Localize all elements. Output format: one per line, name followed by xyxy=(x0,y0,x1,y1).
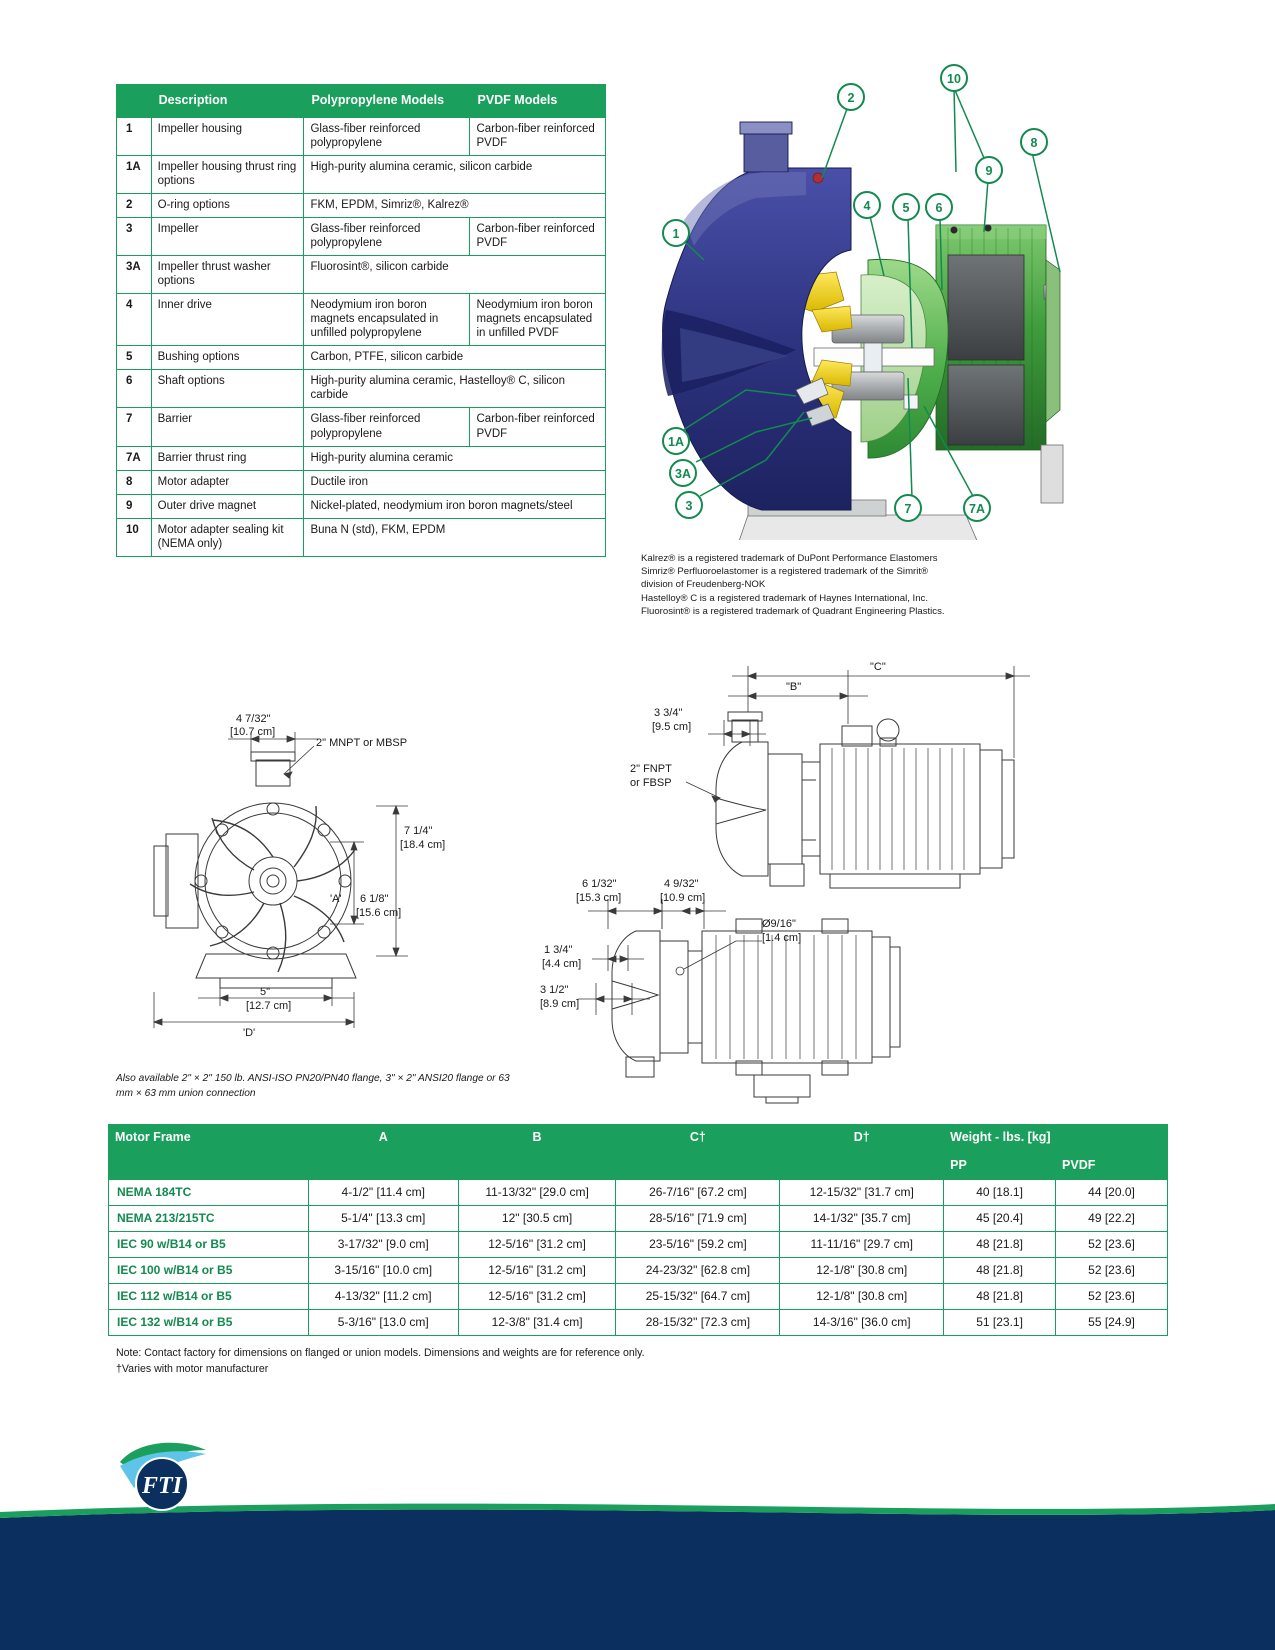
col-header-d: D† xyxy=(780,1125,944,1180)
frame-name: NEMA 184TC xyxy=(109,1180,309,1206)
callout-label-1: 1 xyxy=(672,227,680,241)
motor-frame-header-row xyxy=(109,1125,1168,1153)
row-description: Impeller thrust washer options xyxy=(151,256,304,294)
frame-dim-d: 12-1/8" [30.8 cm] xyxy=(780,1284,944,1310)
frame-dim-b: 12" [30.5 cm] xyxy=(458,1206,616,1232)
motor-frame-table-head xyxy=(109,1125,1168,1180)
document-code: FT08-1018B xyxy=(1116,1492,1180,1504)
bottom-dim1-cm: [15.3 cm] xyxy=(576,892,622,904)
row-number: 3A xyxy=(117,256,152,294)
bottom-dim3-inches: 1 3/4" xyxy=(544,944,573,956)
table-row xyxy=(117,370,606,408)
row-number: 3 xyxy=(117,218,152,256)
row-description: Bushing options xyxy=(151,346,304,370)
bottom-dim3-cm: [4.4 cm] xyxy=(542,958,582,970)
row-number: 4 xyxy=(117,294,152,346)
row-description: Impeller housing thrust ring options xyxy=(151,156,304,194)
page-footer xyxy=(0,1534,1275,1650)
row-material-combined: High-purity alumina ceramic xyxy=(304,446,606,470)
frame-dim-c: 28-15/32" [72.3 cm] xyxy=(616,1310,780,1336)
front-letter-d: 'D' xyxy=(243,1027,256,1039)
row-description: Motor adapter sealing kit (NEMA only) xyxy=(151,518,304,556)
frame-name: NEMA 213/215TC xyxy=(109,1206,309,1232)
row-material-combined: Nickel-plated, neodymium iron boron magnets/steel xyxy=(304,494,606,518)
bottom-hole-dim-cm: [1.4 cm] xyxy=(762,932,802,944)
side-port-label-1: 2" FNPT xyxy=(630,763,672,775)
row-pp-material: Glass-fiber reinforced polypropylene xyxy=(304,118,470,156)
row-pvdf-material: Carbon-fiber reinforced PVDF xyxy=(470,118,606,156)
row-number: 7 xyxy=(117,408,152,446)
col-header-weight-pvdf: PVDF xyxy=(1056,1152,1168,1180)
front-top-dim-inches: 4 7/32" xyxy=(236,713,271,725)
row-description: Impeller xyxy=(151,218,304,256)
frame-name: IEC 132 w/B14 or B5 xyxy=(109,1310,309,1336)
callout-label-5: 5 xyxy=(902,201,910,215)
col-header-b: B xyxy=(458,1125,616,1180)
frame-dim-c: 26-7/16" [67.2 cm] xyxy=(616,1180,780,1206)
frame-dim-b: 12-5/16" [31.2 cm] xyxy=(458,1284,616,1310)
table-row xyxy=(117,294,606,346)
bottom-hole-dim-inches: Ø9/16" xyxy=(762,918,796,930)
flange-availability-note: Also available 2" × 2" 150 lb. ANSI-ISO PN20/PN40 flange, 3" × 2" ANSI20 flange or 63 mm × 63 mm union connection xyxy=(116,1073,510,1099)
callout-label-6: 6 xyxy=(935,201,943,215)
row-material-combined: FKM, EPDM, Simriz®, Kalrez® xyxy=(304,194,606,218)
frame-dim-d: 12-1/8" [30.8 cm] xyxy=(780,1258,944,1284)
front-bottom-dim-cm: [12.7 cm] xyxy=(246,1000,292,1012)
frame-weight-pvdf: 49 [22.2] xyxy=(1056,1206,1168,1232)
frame-dim-a: 5-3/16" [13.0 cm] xyxy=(308,1310,458,1336)
logo-text: FTI xyxy=(141,1473,183,1499)
table-row xyxy=(109,1258,1168,1284)
side-port-label-2: or FBSP xyxy=(630,777,672,789)
frame-dim-b: 11-13/32" [29.0 cm] xyxy=(458,1180,616,1206)
front-right-dim-cm: [18.4 cm] xyxy=(400,839,446,851)
row-pvdf-material: Carbon-fiber reinforced PVDF xyxy=(470,408,606,446)
frame-dim-d: 14-1/32" [35.7 cm] xyxy=(780,1206,944,1232)
callout-label-8: 8 xyxy=(1030,136,1038,150)
table-row xyxy=(109,1180,1168,1206)
row-description: Motor adapter xyxy=(151,470,304,494)
row-number: 2 xyxy=(117,194,152,218)
frame-dim-d: 12-15/32" [31.7 cm] xyxy=(780,1180,944,1206)
trademark-notes xyxy=(641,552,1061,618)
callout-label-1a: 1A xyxy=(668,435,684,449)
trademark-note-line: division of Freudenberg-NOK xyxy=(641,579,766,591)
bottom-dim4-inches: 3 1/2" xyxy=(540,984,569,996)
frame-weight-pvdf: 44 [20.0] xyxy=(1056,1180,1168,1206)
table-row xyxy=(117,494,606,518)
frame-weight-pp: 48 [21.8] xyxy=(944,1284,1056,1310)
cutaway-body xyxy=(662,122,1063,540)
table-row xyxy=(109,1310,1168,1336)
table-row xyxy=(109,1206,1168,1232)
row-pp-material: Glass-fiber reinforced polypropylene xyxy=(304,218,470,256)
frame-dim-a: 4-13/32" [11.2 cm] xyxy=(308,1284,458,1310)
row-description: Outer drive magnet xyxy=(151,494,304,518)
trademark-note-line: Fluorosint® is a registered trademark of Quadrant Engineering Plastics. xyxy=(641,605,945,617)
row-description: Barrier thrust ring xyxy=(151,446,304,470)
motor-frame-table-notes xyxy=(116,1346,836,1378)
motor-frame-table xyxy=(108,1124,1168,1336)
table-row xyxy=(117,218,606,256)
row-material-combined: Carbon, PTFE, silicon carbide xyxy=(304,346,606,370)
frame-weight-pp: 45 [20.4] xyxy=(944,1206,1056,1232)
row-description: Inner drive xyxy=(151,294,304,346)
col-header-weight: Weight - lbs. [kg] xyxy=(944,1125,1168,1153)
row-pp-material: Neodymium iron boron magnets encapsulated in unfilled polypropylene xyxy=(304,294,470,346)
row-number: 9 xyxy=(117,494,152,518)
callout-label-7: 7 xyxy=(904,502,912,516)
frame-dim-a: 3-15/16" [10.0 cm] xyxy=(308,1258,458,1284)
frame-weight-pp: 51 [23.1] xyxy=(944,1310,1056,1336)
row-material-combined: Ductile iron xyxy=(304,470,606,494)
front-port-label: 2" MNPT or MBSP xyxy=(316,737,408,749)
frame-dim-d: 11-11/16" [29.7 cm] xyxy=(780,1232,944,1258)
callout-label-7a: 7A xyxy=(969,502,985,516)
materials-table-body xyxy=(117,118,606,556)
row-number: 6 xyxy=(117,370,152,408)
side-dim-cm: [9.5 cm] xyxy=(652,721,692,733)
front-bottom-dim-inches: 5" xyxy=(260,986,271,998)
front-right-dim-inches: 7 1/4" xyxy=(404,825,433,837)
callout-label-9: 9 xyxy=(985,164,993,178)
frame-dim-b: 12-5/16" [31.2 cm] xyxy=(458,1258,616,1284)
frame-weight-pp: 40 [18.1] xyxy=(944,1180,1056,1206)
row-number: 5 xyxy=(117,346,152,370)
frame-dim-a: 5-1/4" [13.3 cm] xyxy=(308,1206,458,1232)
col-header-number xyxy=(117,85,152,118)
row-material-combined: Buna N (std), FKM, EPDM xyxy=(304,518,606,556)
footer-address-line: 921 Greengarden Road • Erie, PA 16501-1591 U.S.A • Ph 814-455-4478 • Fax 814-455-8518 xyxy=(245,1462,866,1478)
table-row xyxy=(117,408,606,446)
front-top-dim-cm: [10.7 cm] xyxy=(230,726,276,738)
row-description: Barrier xyxy=(151,408,304,446)
frame-weight-pp: 48 [21.8] xyxy=(944,1232,1056,1258)
frame-dim-d: 14-3/16" [36.0 cm] xyxy=(780,1310,944,1336)
front-view-dimension-drawing xyxy=(108,706,578,1046)
frame-name: IEC 90 w/B14 or B5 xyxy=(109,1232,309,1258)
bottom-dim2-inches: 4 9/32" xyxy=(664,878,699,890)
callout-label-3: 3 xyxy=(685,499,693,513)
frame-note-line-2: †Varies with motor manufacturer xyxy=(116,1362,269,1375)
table-row xyxy=(109,1284,1168,1310)
frame-dim-c: 23-5/16" [59.2 cm] xyxy=(616,1232,780,1258)
table-row xyxy=(109,1232,1168,1258)
frame-dim-b: 12-3/8" [31.4 cm] xyxy=(458,1310,616,1336)
table-row xyxy=(117,470,606,494)
table-row xyxy=(117,346,606,370)
company-logo xyxy=(110,1436,220,1514)
col-header-c: C† xyxy=(616,1125,780,1180)
frame-dim-c: 24-23/32" [62.8 cm] xyxy=(616,1258,780,1284)
trademark-note-line: Hastelloy® C is a registered trademark of Haynes International, Inc. xyxy=(641,592,929,604)
pump-cutaway-diagram xyxy=(636,60,1066,540)
side-label-c: "C" xyxy=(870,661,886,673)
row-material-combined: High-purity alumina ceramic, Hastelloy® C, silicon carbide xyxy=(304,370,606,408)
front-letter-a: 'A' xyxy=(330,893,342,905)
row-description: O-ring options xyxy=(151,194,304,218)
row-number: 1A xyxy=(117,156,152,194)
callout-label-3a: 3A xyxy=(675,467,691,481)
frame-weight-pvdf: 52 [23.6] xyxy=(1056,1232,1168,1258)
trademark-note-line: Kalrez® is a registered trademark of DuPont Performance Elastomers xyxy=(641,553,938,564)
row-pvdf-material: Neodymium iron boron magnets encapsulated in unfilled PVDF xyxy=(470,294,606,346)
col-header-motor-frame: Motor Frame xyxy=(109,1125,309,1180)
row-description: Shaft options xyxy=(151,370,304,408)
frame-weight-pvdf: 52 [23.6] xyxy=(1056,1258,1168,1284)
front-dim2-cm: [15.6 cm] xyxy=(356,907,402,919)
row-pvdf-material: Carbon-fiber reinforced PVDF xyxy=(470,218,606,256)
footer-email-line: E-mail fti@finishthompson.com • www.finishthompson.com xyxy=(245,1485,665,1502)
callout-label-2: 2 xyxy=(847,91,855,105)
bottom-view-dimension-drawing xyxy=(540,875,1070,1105)
materials-header-row xyxy=(117,85,606,118)
materials-table-head xyxy=(117,85,606,118)
footer-contact-info xyxy=(245,1459,866,1506)
row-description: Impeller housing xyxy=(151,118,304,156)
table-row xyxy=(117,518,606,556)
table-row xyxy=(117,256,606,294)
frame-dim-c: 25-15/32" [64.7 cm] xyxy=(616,1284,780,1310)
frame-note-line-1: Note: Contact factory for dimensions on flanged or union models. Dimensions and weights are for reference only. xyxy=(116,1347,645,1359)
trademark-note-line: Simriz® Perfluoroelastomer is a registered trademark of the Simrit® xyxy=(641,566,929,578)
frame-name: IEC 112 w/B14 or B5 xyxy=(109,1284,309,1310)
row-number: 10 xyxy=(117,518,152,556)
col-header-weight-pp: PP xyxy=(944,1152,1056,1180)
frame-dim-b: 12-5/16" [31.2 cm] xyxy=(458,1232,616,1258)
row-number: 1 xyxy=(117,118,152,156)
row-material-combined: High-purity alumina ceramic, silicon carbide xyxy=(304,156,606,194)
table-row xyxy=(117,156,606,194)
side-dim-inches: 3 3/4" xyxy=(654,707,683,719)
frame-dim-a: 4-1/2" [11.4 cm] xyxy=(308,1180,458,1206)
row-number: 7A xyxy=(117,446,152,470)
callout-label-10: 10 xyxy=(947,72,961,86)
row-number: 8 xyxy=(117,470,152,494)
table-row xyxy=(117,446,606,470)
bottom-dim4-cm: [8.9 cm] xyxy=(540,998,580,1010)
frame-weight-pvdf: 52 [23.6] xyxy=(1056,1284,1168,1310)
frame-weight-pp: 48 [21.8] xyxy=(944,1258,1056,1284)
row-pp-material: Glass-fiber reinforced polypropylene xyxy=(304,408,470,446)
col-header-polypropylene: Polypropylene Models xyxy=(304,85,470,118)
materials-table xyxy=(116,84,606,557)
frame-weight-pvdf: 55 [24.9] xyxy=(1056,1310,1168,1336)
frame-dim-c: 28-5/16" [71.9 cm] xyxy=(616,1206,780,1232)
table-row xyxy=(117,194,606,218)
row-material-combined: Fluorosint®, silicon carbide xyxy=(304,256,606,294)
col-header-description: Description xyxy=(151,85,304,118)
col-header-a: A xyxy=(308,1125,458,1180)
motor-frame-table-body xyxy=(109,1180,1168,1336)
callout-label-4: 4 xyxy=(863,199,871,213)
col-header-pvdf: PVDF Models xyxy=(470,85,606,118)
frame-dim-a: 3-17/32" [9.0 cm] xyxy=(308,1232,458,1258)
bottom-dim2-cm: [10.9 cm] xyxy=(660,892,706,904)
frame-name: IEC 100 w/B14 or B5 xyxy=(109,1258,309,1284)
table-row xyxy=(117,118,606,156)
front-dim2-inches: 6 1/8" xyxy=(360,893,389,905)
bottom-dim1-inches: 6 1/32" xyxy=(582,878,617,890)
side-label-b: "B" xyxy=(786,681,802,693)
